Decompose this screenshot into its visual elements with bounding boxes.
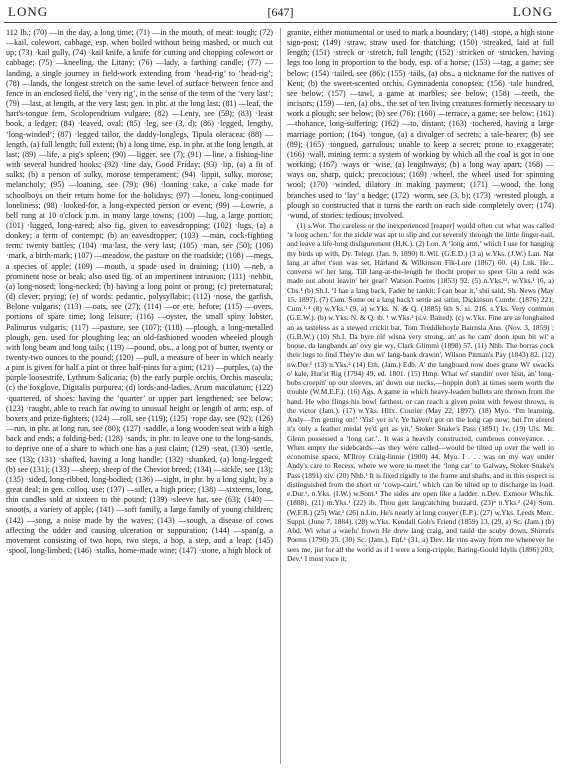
- page-number: [647]: [267, 5, 294, 19]
- header-left-headword: LONG: [8, 4, 49, 19]
- column-divider: [280, 28, 281, 764]
- left-column: [6, 28, 273, 766]
- right-column: [287, 28, 554, 766]
- header-right-headword: LONG: [512, 4, 553, 19]
- right-column-definitions: granite, either monumental or used to mark a boundary; (148) ·stope, a high stone sign-post; (149) ·straw, straw used for thatching; (150) ·streaked, laid at full length; (151) ·streck or ·stretch, full length; (152) ·stricken or ·strucken, having legs too long in proportion to the body, esp. of a horse; (153) —tag, a game; see below; (154) ·tailed, see (86); (155) ·tails, (a) obs., a nickname for the natives of Kent; (b) the sweet-scented orchis, Gymnadenia conopsea; (156) ·tale hundred, see below; (157) —tawl, a game at marbles; see below; (158) —teeth, the incisors; (159) —ten, (a) obs., the set of ten living creatures formerly necessary to work a plough; see below; (b) see (76); (160) —terrace, a game; see below; (161) —thohance, long-suffering; (162) —to, distant; (163) ·tochered, having a large marriage portion; (164) ·tongue, (a) a divulger of secrets; a tale-bearer; (b) see (89); (165) ·tongued, garrulous; unable to keep a secret; prone to exaggerate; (166) ·wall, mining term: a system of working by which all the coal is got in one working; (167) ·ways or ·wise, (a) lengthways; (b) a long way apart; (168) —ways on, sharp, quick; precocious; (169) ·wheel, the wheel used for spinning wool; (170) ·winded, dilatory in making payment; (171) —wood, the long branches used to ‘lay’ a hedge; (172) ·worm, see (3, b); (173) ·wrested plough, a plough so constructed that it turns the earth on each side completely over; (174) ·wund, of stories: tedious; involved.: [287, 28, 554, 220]
- left-column-text: 112 lb.; (70) —in the day, a long time; (71) —in the mouth, of meat: tough; (72) —kail, colewort, cabbage, esp. when boiled without being mashed, or much cut up; (73) ·kail gully, (74) ·kail knife, a knife for cutting and chopping colewort or cabbage; (75) —kneeling, the Litany; (76) —lady, a farthing candle; (77) —landing, a single journey in field-work extending from ‘head-rig’ to ‘head-rig’; (78) —lands, the longest stretch on the same level of surface between fence and fence in an enclosed field, the ‘very rig’, in the sense of the term of the ‘very last’; (79) —last, at length, at the very last; gen. in phr. at the long last; (81) —leaf, the hart's-tongue fern, Scolopendrium vulgare; (82) —Lenty, see (59); (83) ·least book, a ledger; (84) ·leaved, oval; (85) ·leg, see (3, d); (86) ·legged, lengthy, ‘long-winded’; (87) ·legged tailor, the daddy-longlegs, Tipula oleracea; (88) —length, (a) full length; full extent; (b) a long time, esp. in phr. at the long length, at last; (89) —life, a pig's spleen; (90) —ligger, see (7); (91) —line, a fishing-line with several hundred hooks; (92) ·line day, Good Friday; (93) ·lip, (a) a fit of sulks; (b) a person of sulky, morose temperament; (94) ·lippit, sulky, morose; melancholy; (95) —loaning, see (79); (96) ·loaning cake, a cake made for schoolboys on their return home for the holidays; (97) —loneu, long-continued loneliness; (98) ·looked-for, a long-expected person or event; (99) —Lowrie, a bell rung at 10 o'clock p.m. in many large towns; (100) —lug, a large portion; (101) ·lugged, long-eared; also fig. given to eavesdropping; (102) ·lugs, (a) a donkey; a term of contempt; (b) an eavesdropper; (103) —man, cock-fighting term: twenty battles; (104) ·ma·last, the very last; (105) ·man, see (50); (106) ·mark, a birth-mark; (107) —meadow, the pasture on the roadside; (108) —megs, a species of apple; (109) —mouth, a spade used in draining; (110) —neb, a prominent nose or beak; also used fig. of an impertinent intrusion; (111) ·nebbit, (a) long-nosed; long-necked; (b) having a long point or prong; (c) preternatural; (d) clever; prying; (e) of words: pedantic, polysyllabic; (112) ·nose, the garfish, Belone vulgaris; (113) —oats, see (27); (114) —or ere, before; (115) —overs, portions of spare time; long leisure; (116) —oyster, the small spiny lobster, Palinurus vulgaris; (117) —pasture, see (107); (118) —plough, a long-metalled plough, gen. used for ploughing lea; an old-fashioned wooden wheeled plough with long beam and long tails; (119) —pound, obs., a long pot of butter, twenty or twenty-two ounces to the pound; (120) —pull, a measure of beer in which nearly a pint is given for half a pint or three half-pints for a pint; (121) —purples, (a) the purple loosestrife, Lythrum Salicaria; (b) the early purple orchis, Orchis mascula; (c) the foxglove, Digitalis purpurea; (d) lords-and-ladies, Arum maculatum; (122) ·quartered, of shoes: having the ‘quarter’ or upper part lengthened; see below; (123) ·raught, able to reach far owing to unusual height or length of arm; esp. of boxers and prize-fighters; (124) —roll, see (119); (125) ·rope day, see (92); (126) —run, in phr. at long run, see (80); (127) ·saddle, a long wooden seat with a high back and ends; a folding-bed; (128) ·sands, in phr. to leave one to the long-sands, to deprive one of a share to which one has a just claim; (129) ·seat, (130) ·settle, see (13); (131) ·shafted, having a long handle; (132) ·shanked, (a) long-legged; (b) see (131); (133) —sheep, sheep of the Cheviot breed; (134) —sickle, see (13); (135) ·sided, long-ribbed, long-bodied; (136) —sight, in phr. by a long sight, by a great deal; in gen. colloq. use; (137) —siller, a high price; (138) —sixteens, long, thin candles sold at sixteen to the pound; (139) ·sleeve hat, see (63); (140) —snoot(s, a variety of apple; (141) —soft family, a large family of young children; (142) —song, a noise made by the waves; (143) —sough, a disease of cows affecting the udder and causing ulceration or suppuration; (144) —span(g, a movement consisting of two hops, two steps, a hop, a step, and a leap; (145) ·spool, long-limbed; (146) ·stalks, home-made wine; (147) ·stone, a high block of: [6, 28, 273, 555]
- header-rule: [4, 22, 557, 23]
- right-column-citations: (1) s.Wor. The careless or the inexperienced [reaper] would often cut what was called ‘a long achen,’ for the sickle was apt to slip and cut severely through the little finger-nail, and leave a life-long disfigurement (H.K.). (2) Lon. A ‘long arm,’ which I use for hanging my birds up with, Dy. Telegr. (Jan. 9, 1890) 8. Wil. (G.E.D.) (3 a) w.Yks. (J.W.) Lan. Nat lang at after t'sun was set, Harland & Wilkinson Flk-Lore (1867) 60. (4) Lnk. He... conversi wi' her lang. Till lang-at-the-length he thocht proper to speer Gin a redd was made out about leavin' her gear? Watson Poems (1853) 92. (5) n.Yks.¹², w.Yks.¹ (6, a) Cbs.¹ (b) Sh.I. ‘I hae a lang back, Fader be tankit; I can bear it,’ shü said, Sh. News (May 15, 1897). (7) Cum. Some on a lang back't settle ast sittin, Dickinson Cumbr. (1876) 221; Cum.¹·⁴ (8) w.Yks.¹ (9, a) w.Yks. N. & Q. (1885) 6th S. xi. 216. s.Yks. Very common (G.E.W.). (b) w.Yks. N. & Q. ib. ¹ w.Yks.² (s.v. Baited). (c) w.Yks. Fine are as longbaited an as tasteless as a stewed crickit bat, Tom Treddlehoyle Bairnsla Ann. (Nov. 3, 1859) ; (G.B.W.) (10) Sh.I. Da byre rüf wisna very strong, an' as he cam' doon ipun hit wi' a boose, da langbands an' ovy gie wy, Clark Glimmi (1898) 57. (11) Nhb. The borras cock their lugs to find They're dun wi' lang-bank drawin', Wilson Pitman's Pay (1843) 82. (12) nw.Der.¹ (13) n.Yks.² (14) Eth. (Jam.) Edb. A' the langboard now does grane Wi' swacks o' kale, Hur'st Rig (1794) 49, ed. 1801. (15) Hmp. What wi' standin' over hisn, an' long-bobs creepin' up our sleeves, an' down our necks,—hoppin don't at times seem worth the trouble (W.M.E.F.). (16) Ags. A game in which heavy-leaden bullets are thrown from the hand. He who flings his bowl farthest, or can reach a given point with fewest throws, is the victor (Jam.). (17) w.Yks. Hlfx. Courier (May 22, 1897). (18) Myo. ‘I'm learning, Andy—I'm getting on!’ ‘Yis! yer is’r. Ye haven't got on the long cap now; but I'm afeerd it's only a leather medal ye'd get as yit,’ Stoker Snake's Pass (1891) 1v. (19) Uls. Mr. Glenn possessed a ‘long car.’.. It was a heavily constructed, cumbrous conveyance. . . When empty the sidebcards—as they were called—would be tilted up over the well to economise space, M'Ilroy Craig-linnie (1900) 44. Myo. I . . . was on my way under Andy's care to Recess, where we were to meet the ‘long car’ to Galway, Stoker Snake's Pass (1891) xiv. (20) Nhb.¹ It is fixed rigidly to the frame and shafts, and in this respect is distinguished from the short or ‘cowp-cairt,’ which can be tilted up to discharge its load. e.Dur.¹, n.Yks. (I.W.) w.Som.¹ The sides are open like a ladder. n.Dev. Exmoor Whs.hk. (1888). (21) m.Yks.¹ (22) ib. Thou gett langcatching buzzard, (23)ⁿ n.Yks.² (24) Som. (W.F.R.) (25) War.² (26) n.Lin. He's nearly at long couyer (E.P.). (27) w.Yks. Leeds Merc. Suppl. (June 7, 1884). (28) w.Yks. Kendall Gob's Friend (1859) 13. (29, a) Sc. (Jam.) (b) Abd. Wi what a waefu' frown He drew lang craig, and tauld the scuby down, Shirrefs Poems (1790) 35. (30) Sc. (Jam.), Enf.¹ (31, a) Dev. He rins away from me whenever he sees me, jist for all the world as if I were a long-cripple, Baring-Gould Idylls (1896) 203; Dev.¹ I must vace it;: [287, 220, 554, 563]
- page-header: [8, 4, 553, 24]
